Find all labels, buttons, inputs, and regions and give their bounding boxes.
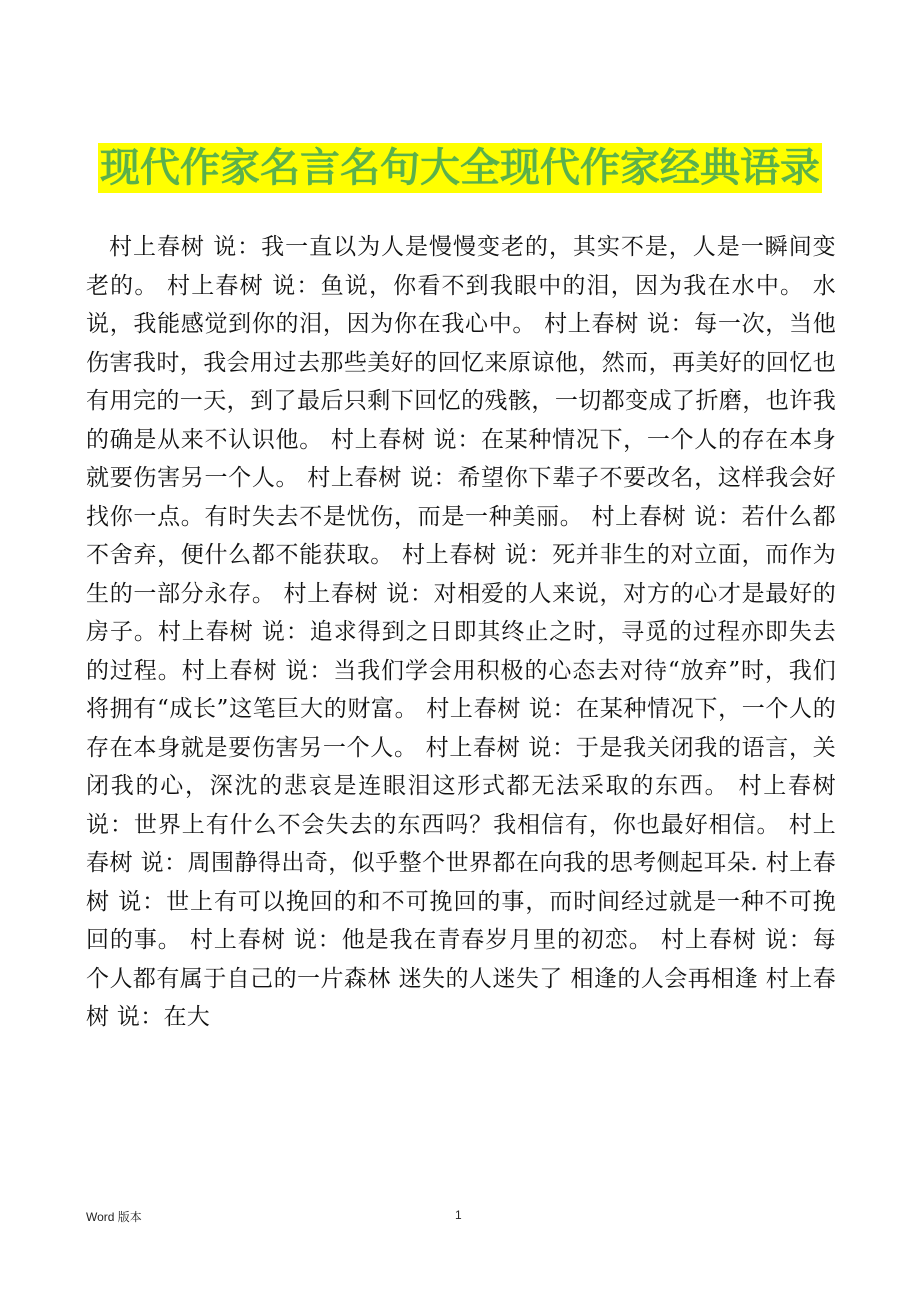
footer-label: Word 版本	[86, 1210, 142, 1224]
document-title: 现代作家名言名句大全现代作家经典语录	[100, 145, 820, 191]
page-number: 1	[455, 1208, 462, 1222]
document-body: 村上春树 说：我一直以为人是慢慢变老的，其实不是，人是一瞬间变老的。 村上春树 说：鱼说，你看不到我眼中的泪，因为我在水中。 水说，我能感觉到你的泪，因为你在我心中。 村上春树 说：每一次，当他伤害我时，我会用过去那些美好的回忆来原谅他，然而，再美好的回忆也有用完的一天，到了最后只剩下回忆的残骸，一切都变成了折磨，也许我的确是从来不认识他。 村上春树 说：在某种情况下，一个人的存在本身就要伤害另一个人。 村上春树 说：希望你下辈子不要改名，这样我会好找你一点。有时失去不是忧伤，而是一种美丽。 村上春树 说：若什么都不舍弃，便什么都不能获取。 村上春树 说：死并非生的对立面，而作为生的一部分永存。 村上春树 说：对相爱的人来说，对方的心才是最好的房子。村上春树 说：追求得到之日即其终止之时，寻觅的过程亦即失去的过程。村上春树 说：当我们学会用积极的心态去对待“放弃”时，我们将拥有“成长”这笔巨大的财富。 村上春树 说：在某种情况下，一个人的存在本身就是要伤害另一个人。 村上春树 说：于是我关闭我的语言，关闭我的心，深沈的悲哀是连眼泪这形式都无法采取的东西。 村上春树 说：世界上有什么不会失去的东西吗？我相信有，你也最好相信。 村上春树 说：周围静得出奇，似乎整个世界都在向我的思考侧起耳朵. 村上春树 说：世上有可以挽回的和不可挽回的事，而时间经过就是一种不可挽回的事。 村上春树 说：他是我在青春岁月里的初恋。 村上春树 说：每个人都有属于自己的一片森林 迷失的人迷失了 相逢的人会再相逢 村上春树 说：在大	[86, 234, 836, 1030]
title-container	[0, 143, 920, 193]
